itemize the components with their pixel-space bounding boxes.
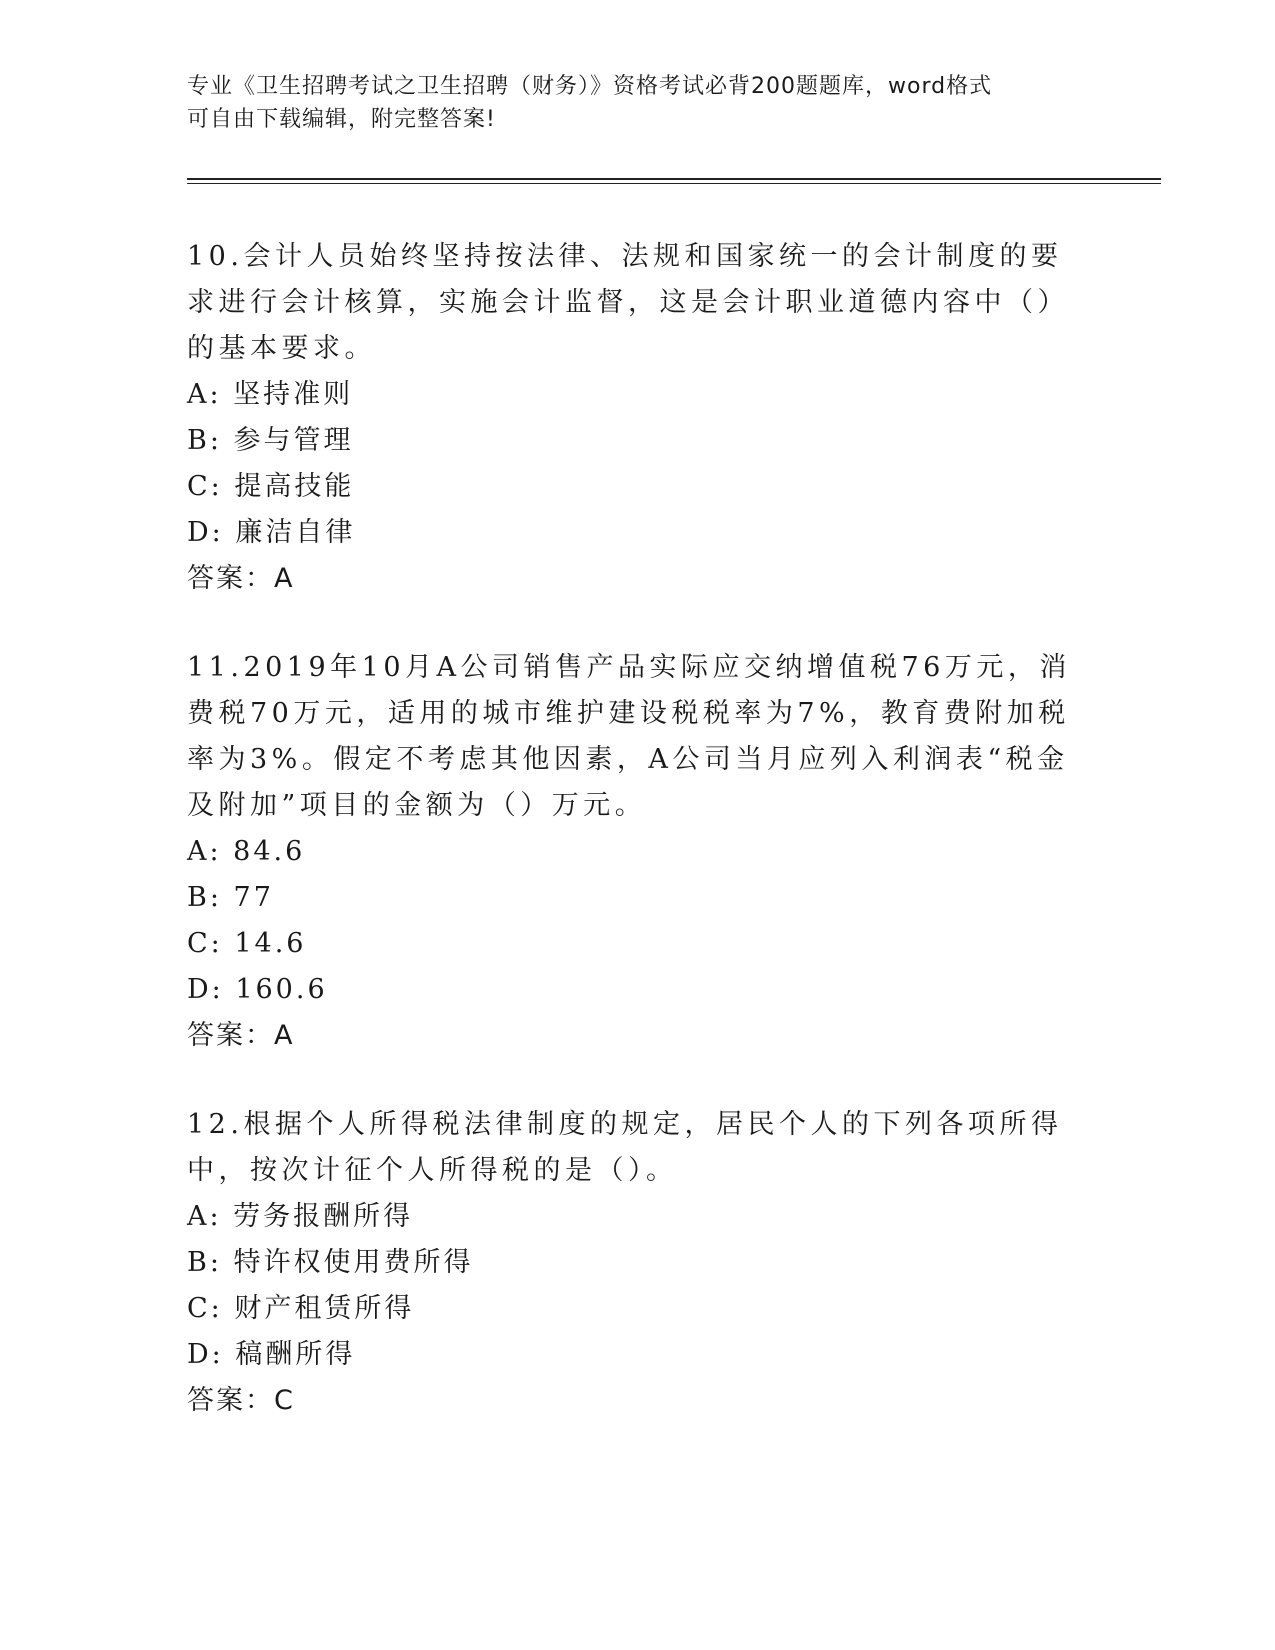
option-c: C: 14.6: [187, 928, 307, 959]
question-stem: 10.会计人员始终坚持按法律、法规和国家统一的会计制度的要求进行会计核算，实施会计监督，这是会计职业道德内容中（）的基本要求。: [187, 241, 1069, 364]
option-d: D: 廉洁自律: [187, 517, 356, 548]
question-stem: 11.2019年10月A公司销售产品实际应交纳增值税76万元，消费税70万元，适用的城市维护建设税税率为7%，教育费附加税率为3%。假定不考虑其他因素，A公司当月应列入利润表“税金及附加”项目的金额为（）万元。: [187, 652, 1071, 821]
answer: 答案：C: [187, 1385, 295, 1416]
option-c: C: 提高技能: [187, 471, 355, 502]
option-a: A: 坚持准则: [187, 379, 354, 410]
question-11: [187, 645, 1087, 1059]
header-line-2: 可自由下载编辑，附完整答案!: [187, 107, 496, 132]
document-header: [187, 70, 1087, 136]
option-a: A: 劳务报酬所得: [187, 1201, 414, 1232]
answer: 答案：A: [187, 1020, 295, 1051]
question-list: [187, 234, 1087, 1467]
option-a: A: 84.6: [187, 836, 306, 867]
option-b: B: 参与管理: [187, 425, 354, 456]
option-d: D: 160.6: [187, 974, 328, 1005]
answer: 答案：A: [187, 563, 295, 594]
option-d: D: 稿酬所得: [187, 1339, 356, 1370]
question-10: [187, 234, 1087, 602]
option-b: B: 77: [187, 882, 274, 913]
header-divider-thin: [187, 183, 1161, 184]
header-divider-thick: [187, 178, 1161, 180]
question-stem: 12.根据个人所得税法律制度的规定，居民个人的下列各项所得中，按次计征个人所得税的是（）。: [187, 1109, 1063, 1186]
question-12: [187, 1102, 1087, 1424]
option-c: C: 财产租赁所得: [187, 1293, 415, 1324]
option-b: B: 特许权使用费所得: [187, 1247, 474, 1278]
header-line-1: 专业《卫生招聘考试之卫生招聘（财务）》资格考试必背200题题库，word格式: [187, 74, 993, 99]
